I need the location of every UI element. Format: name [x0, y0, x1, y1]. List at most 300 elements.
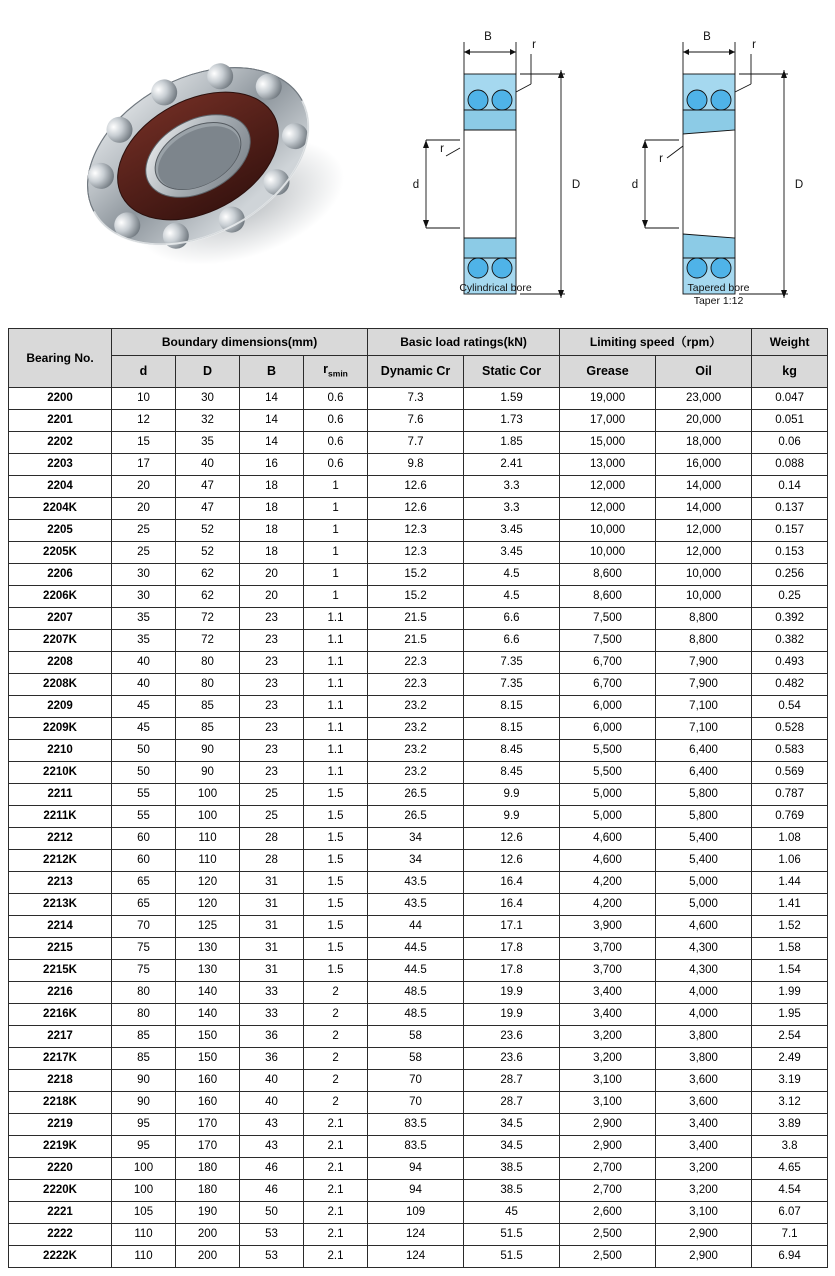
table-row: [9, 1113, 828, 1135]
cell-r-smin: 2.1: [304, 1179, 368, 1201]
cell-static-cor: 9.9: [464, 783, 560, 805]
cell-oil-speed: 5,000: [656, 871, 752, 893]
cell-grease-speed: 3,700: [560, 959, 656, 981]
cell-weight: 1.99: [752, 981, 828, 1003]
cell-static-cor: 28.7: [464, 1069, 560, 1091]
cell-oil-speed: 3,800: [656, 1025, 752, 1047]
cell-B: 14: [240, 431, 304, 453]
cell-static-cor: 17.8: [464, 959, 560, 981]
dim-label-D: D: [794, 179, 804, 191]
cell-d: 75: [112, 959, 176, 981]
cell-weight: 0.256: [752, 563, 828, 585]
cell-D: 100: [176, 783, 240, 805]
table-header-sub-row: [9, 356, 828, 388]
cell-dynamic-cr: 34: [368, 849, 464, 871]
cell-r-smin: 1.5: [304, 871, 368, 893]
cell-static-cor: 2.41: [464, 453, 560, 475]
cell-dynamic-cr: 26.5: [368, 783, 464, 805]
table-row: [9, 1047, 828, 1069]
cell-B: 40: [240, 1069, 304, 1091]
cell-weight: 0.54: [752, 695, 828, 717]
cell-bearing-no: 2204K: [9, 497, 112, 519]
cell-D: 62: [176, 585, 240, 607]
cell-r-smin: 1.5: [304, 849, 368, 871]
cell-B: 36: [240, 1025, 304, 1047]
cell-r-smin: 2: [304, 1025, 368, 1047]
cell-dynamic-cr: 26.5: [368, 805, 464, 827]
cell-oil-speed: 3,400: [656, 1113, 752, 1135]
cell-weight: 1.58: [752, 937, 828, 959]
table-row: [9, 739, 828, 761]
table-row: [9, 409, 828, 431]
cell-weight: 1.06: [752, 849, 828, 871]
table-header-group-row: [9, 329, 828, 356]
cell-grease-speed: 19,000: [560, 387, 656, 409]
cell-static-cor: 51.5: [464, 1245, 560, 1267]
cell-r-smin: 1.5: [304, 783, 368, 805]
cell-B: 31: [240, 959, 304, 981]
cell-d: 110: [112, 1245, 176, 1267]
cell-r-smin: 2.1: [304, 1135, 368, 1157]
cell-dynamic-cr: 23.2: [368, 761, 464, 783]
cell-grease-speed: 17,000: [560, 409, 656, 431]
cell-bearing-no: 2219: [9, 1113, 112, 1135]
cell-B: 25: [240, 783, 304, 805]
cell-dynamic-cr: 83.5: [368, 1113, 464, 1135]
cell-bearing-no: 2215K: [9, 959, 112, 981]
cell-D: 140: [176, 981, 240, 1003]
cell-dynamic-cr: 15.2: [368, 585, 464, 607]
cell-weight: 1.54: [752, 959, 828, 981]
cell-weight: 0.06: [752, 431, 828, 453]
table-row: [9, 1245, 828, 1267]
bearing-photo: [8, 6, 388, 306]
cell-B: 20: [240, 563, 304, 585]
cell-grease-speed: 6,700: [560, 651, 656, 673]
cell-dynamic-cr: 7.3: [368, 387, 464, 409]
table-row: [9, 981, 828, 1003]
diagram-caption-tapered: Tapered bore: [687, 282, 750, 294]
cell-d: 75: [112, 937, 176, 959]
cell-oil-speed: 16,000: [656, 453, 752, 475]
cell-bearing-no: 2216: [9, 981, 112, 1003]
cell-oil-speed: 3,100: [656, 1201, 752, 1223]
cell-grease-speed: 2,500: [560, 1245, 656, 1267]
cell-bearing-no: 2209: [9, 695, 112, 717]
table-row: [9, 585, 828, 607]
table-row: [9, 475, 828, 497]
cell-r-smin: 2: [304, 981, 368, 1003]
cell-grease-speed: 2,600: [560, 1201, 656, 1223]
cell-r-smin: 2: [304, 1003, 368, 1025]
cell-D: 90: [176, 739, 240, 761]
cell-B: 23: [240, 695, 304, 717]
cell-d: 35: [112, 607, 176, 629]
cell-static-cor: 17.1: [464, 915, 560, 937]
cell-B: 14: [240, 387, 304, 409]
dim-label-D: D: [571, 179, 581, 191]
cell-d: 80: [112, 981, 176, 1003]
cell-weight: 1.95: [752, 1003, 828, 1025]
cell-oil-speed: 5,000: [656, 893, 752, 915]
cell-D: 32: [176, 409, 240, 431]
cell-d: 25: [112, 541, 176, 563]
cell-grease-speed: 3,400: [560, 1003, 656, 1025]
dim-label-B: B: [484, 31, 492, 43]
cell-r-smin: 0.6: [304, 453, 368, 475]
cell-weight: 6.94: [752, 1245, 828, 1267]
cell-d: 50: [112, 761, 176, 783]
table-row: [9, 1025, 828, 1047]
cell-dynamic-cr: 94: [368, 1179, 464, 1201]
cell-grease-speed: 12,000: [560, 497, 656, 519]
cell-static-cor: 3.45: [464, 541, 560, 563]
dim-label-r-top: r: [752, 39, 756, 51]
cell-grease-speed: 2,700: [560, 1179, 656, 1201]
cell-bearing-no: 2207K: [9, 629, 112, 651]
cell-B: 20: [240, 585, 304, 607]
cell-bearing-no: 2217: [9, 1025, 112, 1047]
cell-oil-speed: 3,800: [656, 1047, 752, 1069]
cell-dynamic-cr: 12.3: [368, 519, 464, 541]
cell-bearing-no: 2214: [9, 915, 112, 937]
cell-bearing-no: 2215: [9, 937, 112, 959]
cell-static-cor: 19.9: [464, 1003, 560, 1025]
cell-D: 80: [176, 651, 240, 673]
cell-B: 18: [240, 519, 304, 541]
cell-static-cor: 4.5: [464, 585, 560, 607]
cell-grease-speed: 2,900: [560, 1135, 656, 1157]
cell-dynamic-cr: 34: [368, 827, 464, 849]
cell-dynamic-cr: 124: [368, 1245, 464, 1267]
diagram-tapered-bore: [621, 28, 816, 318]
cell-D: 62: [176, 563, 240, 585]
cell-r-smin: 1.5: [304, 959, 368, 981]
cell-D: 47: [176, 497, 240, 519]
cell-B: 18: [240, 541, 304, 563]
dim-label-r-inner: r: [659, 153, 663, 165]
cell-dynamic-cr: 7.6: [368, 409, 464, 431]
figure-row: [8, 6, 827, 324]
cell-d: 65: [112, 871, 176, 893]
cell-static-cor: 3.3: [464, 497, 560, 519]
cell-grease-speed: 2,700: [560, 1157, 656, 1179]
cell-D: 180: [176, 1179, 240, 1201]
cell-oil-speed: 5,400: [656, 849, 752, 871]
cell-r-smin: 1.5: [304, 893, 368, 915]
cell-B: 40: [240, 1091, 304, 1113]
cell-d: 100: [112, 1157, 176, 1179]
cell-d: 45: [112, 717, 176, 739]
cell-bearing-no: 2205K: [9, 541, 112, 563]
cell-B: 25: [240, 805, 304, 827]
table-row: [9, 519, 828, 541]
cell-static-cor: 51.5: [464, 1223, 560, 1245]
cell-r-smin: 1.1: [304, 761, 368, 783]
cell-B: 46: [240, 1179, 304, 1201]
cell-B: 23: [240, 717, 304, 739]
diagram-caption-cylindrical: Cylindrical bore: [459, 282, 532, 294]
cell-B: 46: [240, 1157, 304, 1179]
cell-grease-speed: 8,600: [560, 585, 656, 607]
cell-r-smin: 2.1: [304, 1113, 368, 1135]
cell-grease-speed: 6,700: [560, 673, 656, 695]
cell-oil-speed: 5,800: [656, 783, 752, 805]
cell-static-cor: 7.35: [464, 673, 560, 695]
cell-weight: 0.153: [752, 541, 828, 563]
cell-dynamic-cr: 48.5: [368, 981, 464, 1003]
table-row: [9, 1003, 828, 1025]
cell-grease-speed: 13,000: [560, 453, 656, 475]
cell-dynamic-cr: 70: [368, 1091, 464, 1113]
cell-oil-speed: 4,000: [656, 981, 752, 1003]
cell-oil-speed: 2,900: [656, 1223, 752, 1245]
table-row: [9, 651, 828, 673]
cell-bearing-no: 2219K: [9, 1135, 112, 1157]
cell-B: 16: [240, 453, 304, 475]
cell-grease-speed: 2,500: [560, 1223, 656, 1245]
table-row: [9, 937, 828, 959]
cell-bearing-no: 2213: [9, 871, 112, 893]
table-row: [9, 1223, 828, 1245]
cell-weight: 3.8: [752, 1135, 828, 1157]
cell-static-cor: 23.6: [464, 1047, 560, 1069]
cell-grease-speed: 4,200: [560, 893, 656, 915]
cell-r-smin: 0.6: [304, 431, 368, 453]
cell-D: 47: [176, 475, 240, 497]
cell-grease-speed: 4,600: [560, 827, 656, 849]
cell-grease-speed: 3,700: [560, 937, 656, 959]
cell-grease-speed: 5,000: [560, 805, 656, 827]
cell-oil-speed: 4,300: [656, 937, 752, 959]
cell-d: 95: [112, 1135, 176, 1157]
cell-r-smin: 1.5: [304, 805, 368, 827]
cell-d: 30: [112, 563, 176, 585]
cell-grease-speed: 6,000: [560, 695, 656, 717]
cell-bearing-no: 2210: [9, 739, 112, 761]
cell-dynamic-cr: 22.3: [368, 673, 464, 695]
cell-d: 85: [112, 1025, 176, 1047]
dim-label-r-top: r: [532, 39, 536, 51]
cell-bearing-no: 2205: [9, 519, 112, 541]
cell-oil-speed: 2,900: [656, 1245, 752, 1267]
cell-r-smin: 2.1: [304, 1201, 368, 1223]
table-row: [9, 1157, 828, 1179]
cell-bearing-no: 2221: [9, 1201, 112, 1223]
cell-static-cor: 7.35: [464, 651, 560, 673]
cell-weight: 6.07: [752, 1201, 828, 1223]
cell-dynamic-cr: 43.5: [368, 893, 464, 915]
cell-r-smin: 2: [304, 1047, 368, 1069]
cell-dynamic-cr: 109: [368, 1201, 464, 1223]
dim-label-d: d: [631, 179, 639, 191]
cell-grease-speed: 5,500: [560, 761, 656, 783]
cell-weight: 4.54: [752, 1179, 828, 1201]
cell-oil-speed: 14,000: [656, 475, 752, 497]
dim-label-d: d: [412, 179, 420, 191]
cell-bearing-no: 2216K: [9, 1003, 112, 1025]
cell-dynamic-cr: 12.3: [368, 541, 464, 563]
cell-grease-speed: 3,200: [560, 1047, 656, 1069]
cell-d: 40: [112, 673, 176, 695]
cell-oil-speed: 23,000: [656, 387, 752, 409]
cell-D: 200: [176, 1245, 240, 1267]
cell-weight: 0.25: [752, 585, 828, 607]
cell-weight: 1.41: [752, 893, 828, 915]
cell-static-cor: 8.15: [464, 717, 560, 739]
cell-D: 52: [176, 519, 240, 541]
cell-B: 23: [240, 673, 304, 695]
cell-d: 25: [112, 519, 176, 541]
cell-B: 33: [240, 981, 304, 1003]
table-row: [9, 1069, 828, 1091]
cell-oil-speed: 3,200: [656, 1157, 752, 1179]
cell-oil-speed: 8,800: [656, 607, 752, 629]
cell-static-cor: 6.6: [464, 607, 560, 629]
cell-r-smin: 1.1: [304, 651, 368, 673]
cell-D: 140: [176, 1003, 240, 1025]
cell-static-cor: 28.7: [464, 1091, 560, 1113]
cell-D: 100: [176, 805, 240, 827]
table-row: [9, 673, 828, 695]
table-row: [9, 497, 828, 519]
cell-bearing-no: 2210K: [9, 761, 112, 783]
cell-weight: 0.528: [752, 717, 828, 739]
cell-weight: 0.382: [752, 629, 828, 651]
cell-grease-speed: 12,000: [560, 475, 656, 497]
cell-bearing-no: 2206: [9, 563, 112, 585]
table-row: [9, 915, 828, 937]
cell-grease-speed: 3,200: [560, 1025, 656, 1047]
cell-D: 72: [176, 607, 240, 629]
cell-B: 18: [240, 497, 304, 519]
cell-B: 43: [240, 1135, 304, 1157]
diagram-caption-taper-ratio: Taper 1:12: [693, 295, 744, 307]
cell-bearing-no: 2206K: [9, 585, 112, 607]
table-row: [9, 1135, 828, 1157]
cell-d: 50: [112, 739, 176, 761]
cell-dynamic-cr: 94: [368, 1157, 464, 1179]
cell-D: 170: [176, 1113, 240, 1135]
cell-weight: 1.08: [752, 827, 828, 849]
cell-r-smin: 1.5: [304, 827, 368, 849]
cell-dynamic-cr: 21.5: [368, 607, 464, 629]
cell-grease-speed: 5,000: [560, 783, 656, 805]
cell-bearing-no: 2211: [9, 783, 112, 805]
cell-weight: 1.44: [752, 871, 828, 893]
table-row: [9, 1091, 828, 1113]
cell-bearing-no: 2218: [9, 1069, 112, 1091]
cell-bearing-no: 2220K: [9, 1179, 112, 1201]
cell-r-smin: 1: [304, 497, 368, 519]
cell-dynamic-cr: 43.5: [368, 871, 464, 893]
cell-r-smin: 2: [304, 1069, 368, 1091]
cell-oil-speed: 20,000: [656, 409, 752, 431]
cell-dynamic-cr: 23.2: [368, 717, 464, 739]
cell-dynamic-cr: 58: [368, 1025, 464, 1047]
subheader-grease: Grease: [560, 356, 656, 388]
cell-bearing-no: 2204: [9, 475, 112, 497]
cell-bearing-no: 2208: [9, 651, 112, 673]
table-row: [9, 431, 828, 453]
cell-grease-speed: 5,500: [560, 739, 656, 761]
cell-D: 150: [176, 1025, 240, 1047]
cell-D: 120: [176, 893, 240, 915]
cell-dynamic-cr: 15.2: [368, 563, 464, 585]
cell-d: 100: [112, 1179, 176, 1201]
cell-weight: 2.54: [752, 1025, 828, 1047]
cell-oil-speed: 5,400: [656, 827, 752, 849]
cell-r-smin: 1.1: [304, 717, 368, 739]
cell-static-cor: 1.85: [464, 431, 560, 453]
cell-weight: 0.392: [752, 607, 828, 629]
cell-static-cor: 12.6: [464, 849, 560, 871]
cell-d: 55: [112, 783, 176, 805]
cell-B: 14: [240, 409, 304, 431]
cell-weight: 0.157: [752, 519, 828, 541]
cell-bearing-no: 2212K: [9, 849, 112, 871]
cell-dynamic-cr: 44.5: [368, 959, 464, 981]
cell-oil-speed: 12,000: [656, 519, 752, 541]
cell-D: 110: [176, 849, 240, 871]
cell-B: 43: [240, 1113, 304, 1135]
cell-r-smin: 2.1: [304, 1223, 368, 1245]
cell-oil-speed: 6,400: [656, 739, 752, 761]
table-row: [9, 717, 828, 739]
cell-d: 65: [112, 893, 176, 915]
cell-bearing-no: 2218K: [9, 1091, 112, 1113]
cell-grease-speed: 4,600: [560, 849, 656, 871]
cell-grease-speed: 3,100: [560, 1091, 656, 1113]
cell-weight: 0.569: [752, 761, 828, 783]
cell-r-smin: 1.1: [304, 695, 368, 717]
cell-r-smin: 2.1: [304, 1157, 368, 1179]
cell-static-cor: 19.9: [464, 981, 560, 1003]
cell-weight: 0.482: [752, 673, 828, 695]
cell-D: 52: [176, 541, 240, 563]
cell-D: 85: [176, 695, 240, 717]
cell-oil-speed: 4,000: [656, 1003, 752, 1025]
cell-grease-speed: 10,000: [560, 519, 656, 541]
cell-oil-speed: 3,600: [656, 1069, 752, 1091]
cell-d: 55: [112, 805, 176, 827]
subheader-r-subscript: smin: [328, 368, 348, 379]
cell-grease-speed: 10,000: [560, 541, 656, 563]
cell-d: 80: [112, 1003, 176, 1025]
cell-D: 30: [176, 387, 240, 409]
cell-bearing-no: 2209K: [9, 717, 112, 739]
cell-oil-speed: 14,000: [656, 497, 752, 519]
table-row: [9, 695, 828, 717]
cell-dynamic-cr: 21.5: [368, 629, 464, 651]
cell-weight: 0.051: [752, 409, 828, 431]
cell-B: 31: [240, 871, 304, 893]
cell-D: 130: [176, 937, 240, 959]
cell-dynamic-cr: 23.2: [368, 739, 464, 761]
cell-static-cor: 34.5: [464, 1113, 560, 1135]
subheader-kg: kg: [752, 356, 828, 388]
cell-static-cor: 1.73: [464, 409, 560, 431]
table-row: [9, 959, 828, 981]
cell-oil-speed: 4,300: [656, 959, 752, 981]
cell-dynamic-cr: 12.6: [368, 497, 464, 519]
header-boundary-dimensions: Boundary dimensions(mm): [112, 329, 368, 356]
cell-grease-speed: 3,100: [560, 1069, 656, 1091]
cell-B: 18: [240, 475, 304, 497]
cell-B: 23: [240, 739, 304, 761]
subheader-r-smin: [304, 356, 368, 388]
cell-weight: 0.769: [752, 805, 828, 827]
